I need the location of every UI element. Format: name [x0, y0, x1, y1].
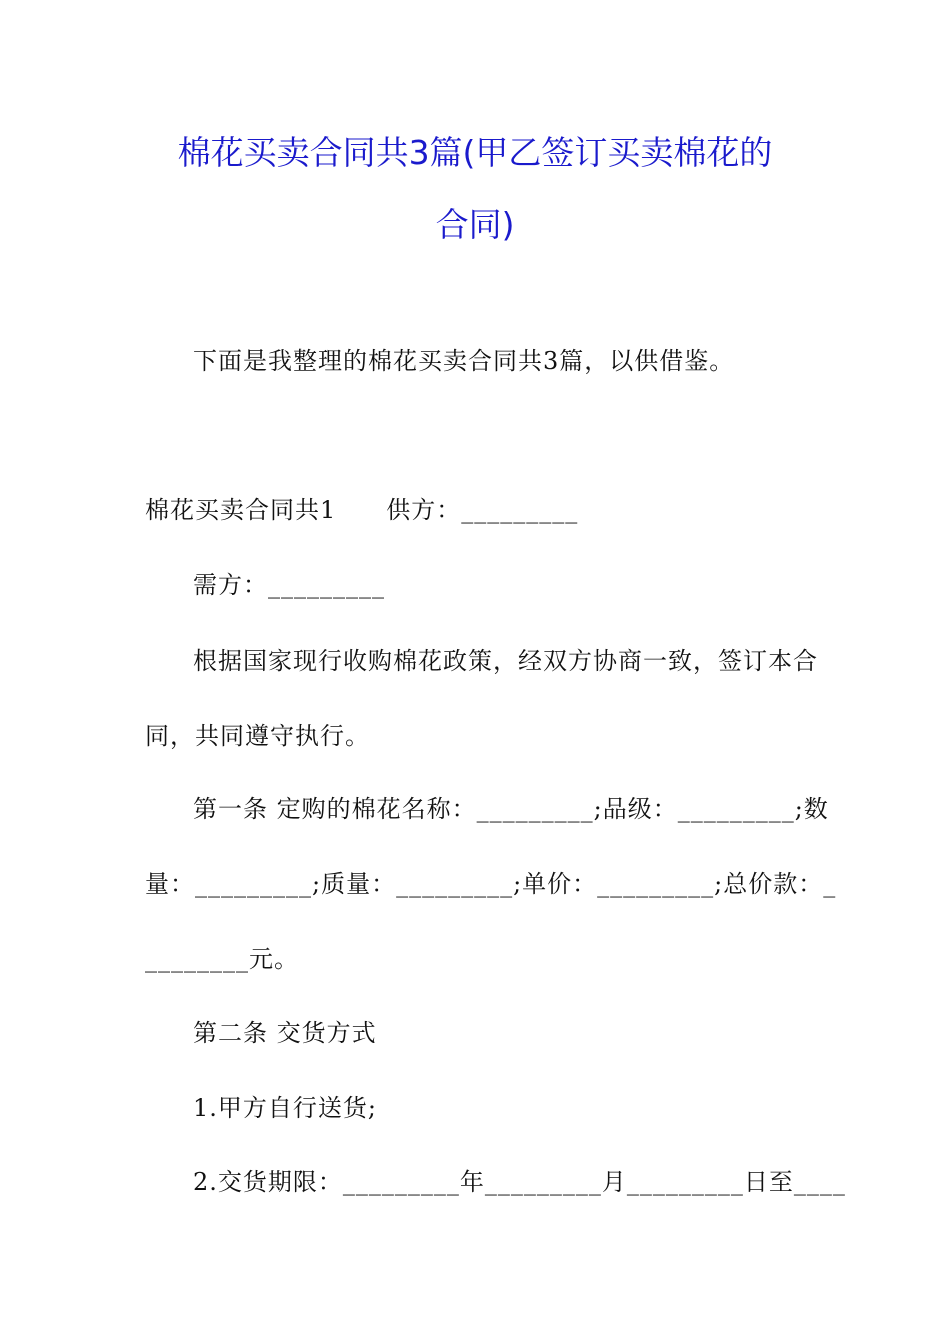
- document-title-line1: 棉花买卖合同共3篇(甲乙签订买卖棉花的: [177, 133, 773, 172]
- document-title-line2: 合同): [435, 205, 515, 244]
- article1-line2: 量：_________;质量：_________;单价：_________;总价款：_: [145, 870, 837, 898]
- contract1-heading: 棉花买卖合同共1: [145, 496, 337, 524]
- article2-item1: 1.甲方自行送货;: [193, 1094, 377, 1122]
- buyer-field: 需方：_________: [193, 571, 385, 599]
- article2-heading: 第二条 交货方式: [193, 1019, 377, 1047]
- intro-paragraph: 下面是我整理的棉花买卖合同共3篇，以供借鉴。: [193, 347, 735, 375]
- article1-line1: 第一条 定购的棉花名称：_________;品级：_________;数: [193, 795, 829, 823]
- contract1-heading-row: [145, 495, 578, 525]
- supplier-field: 供方：_________: [386, 496, 579, 524]
- para1-line1: 根据国家现行收购棉花政策，经双方协商一致，签订本合: [193, 647, 818, 675]
- article1-line3: ________元。: [145, 945, 299, 973]
- article2-item2: 2.交货期限：_________年_________月_________日至____: [193, 1168, 846, 1196]
- para1-line2: 同，共同遵守执行。: [145, 722, 370, 750]
